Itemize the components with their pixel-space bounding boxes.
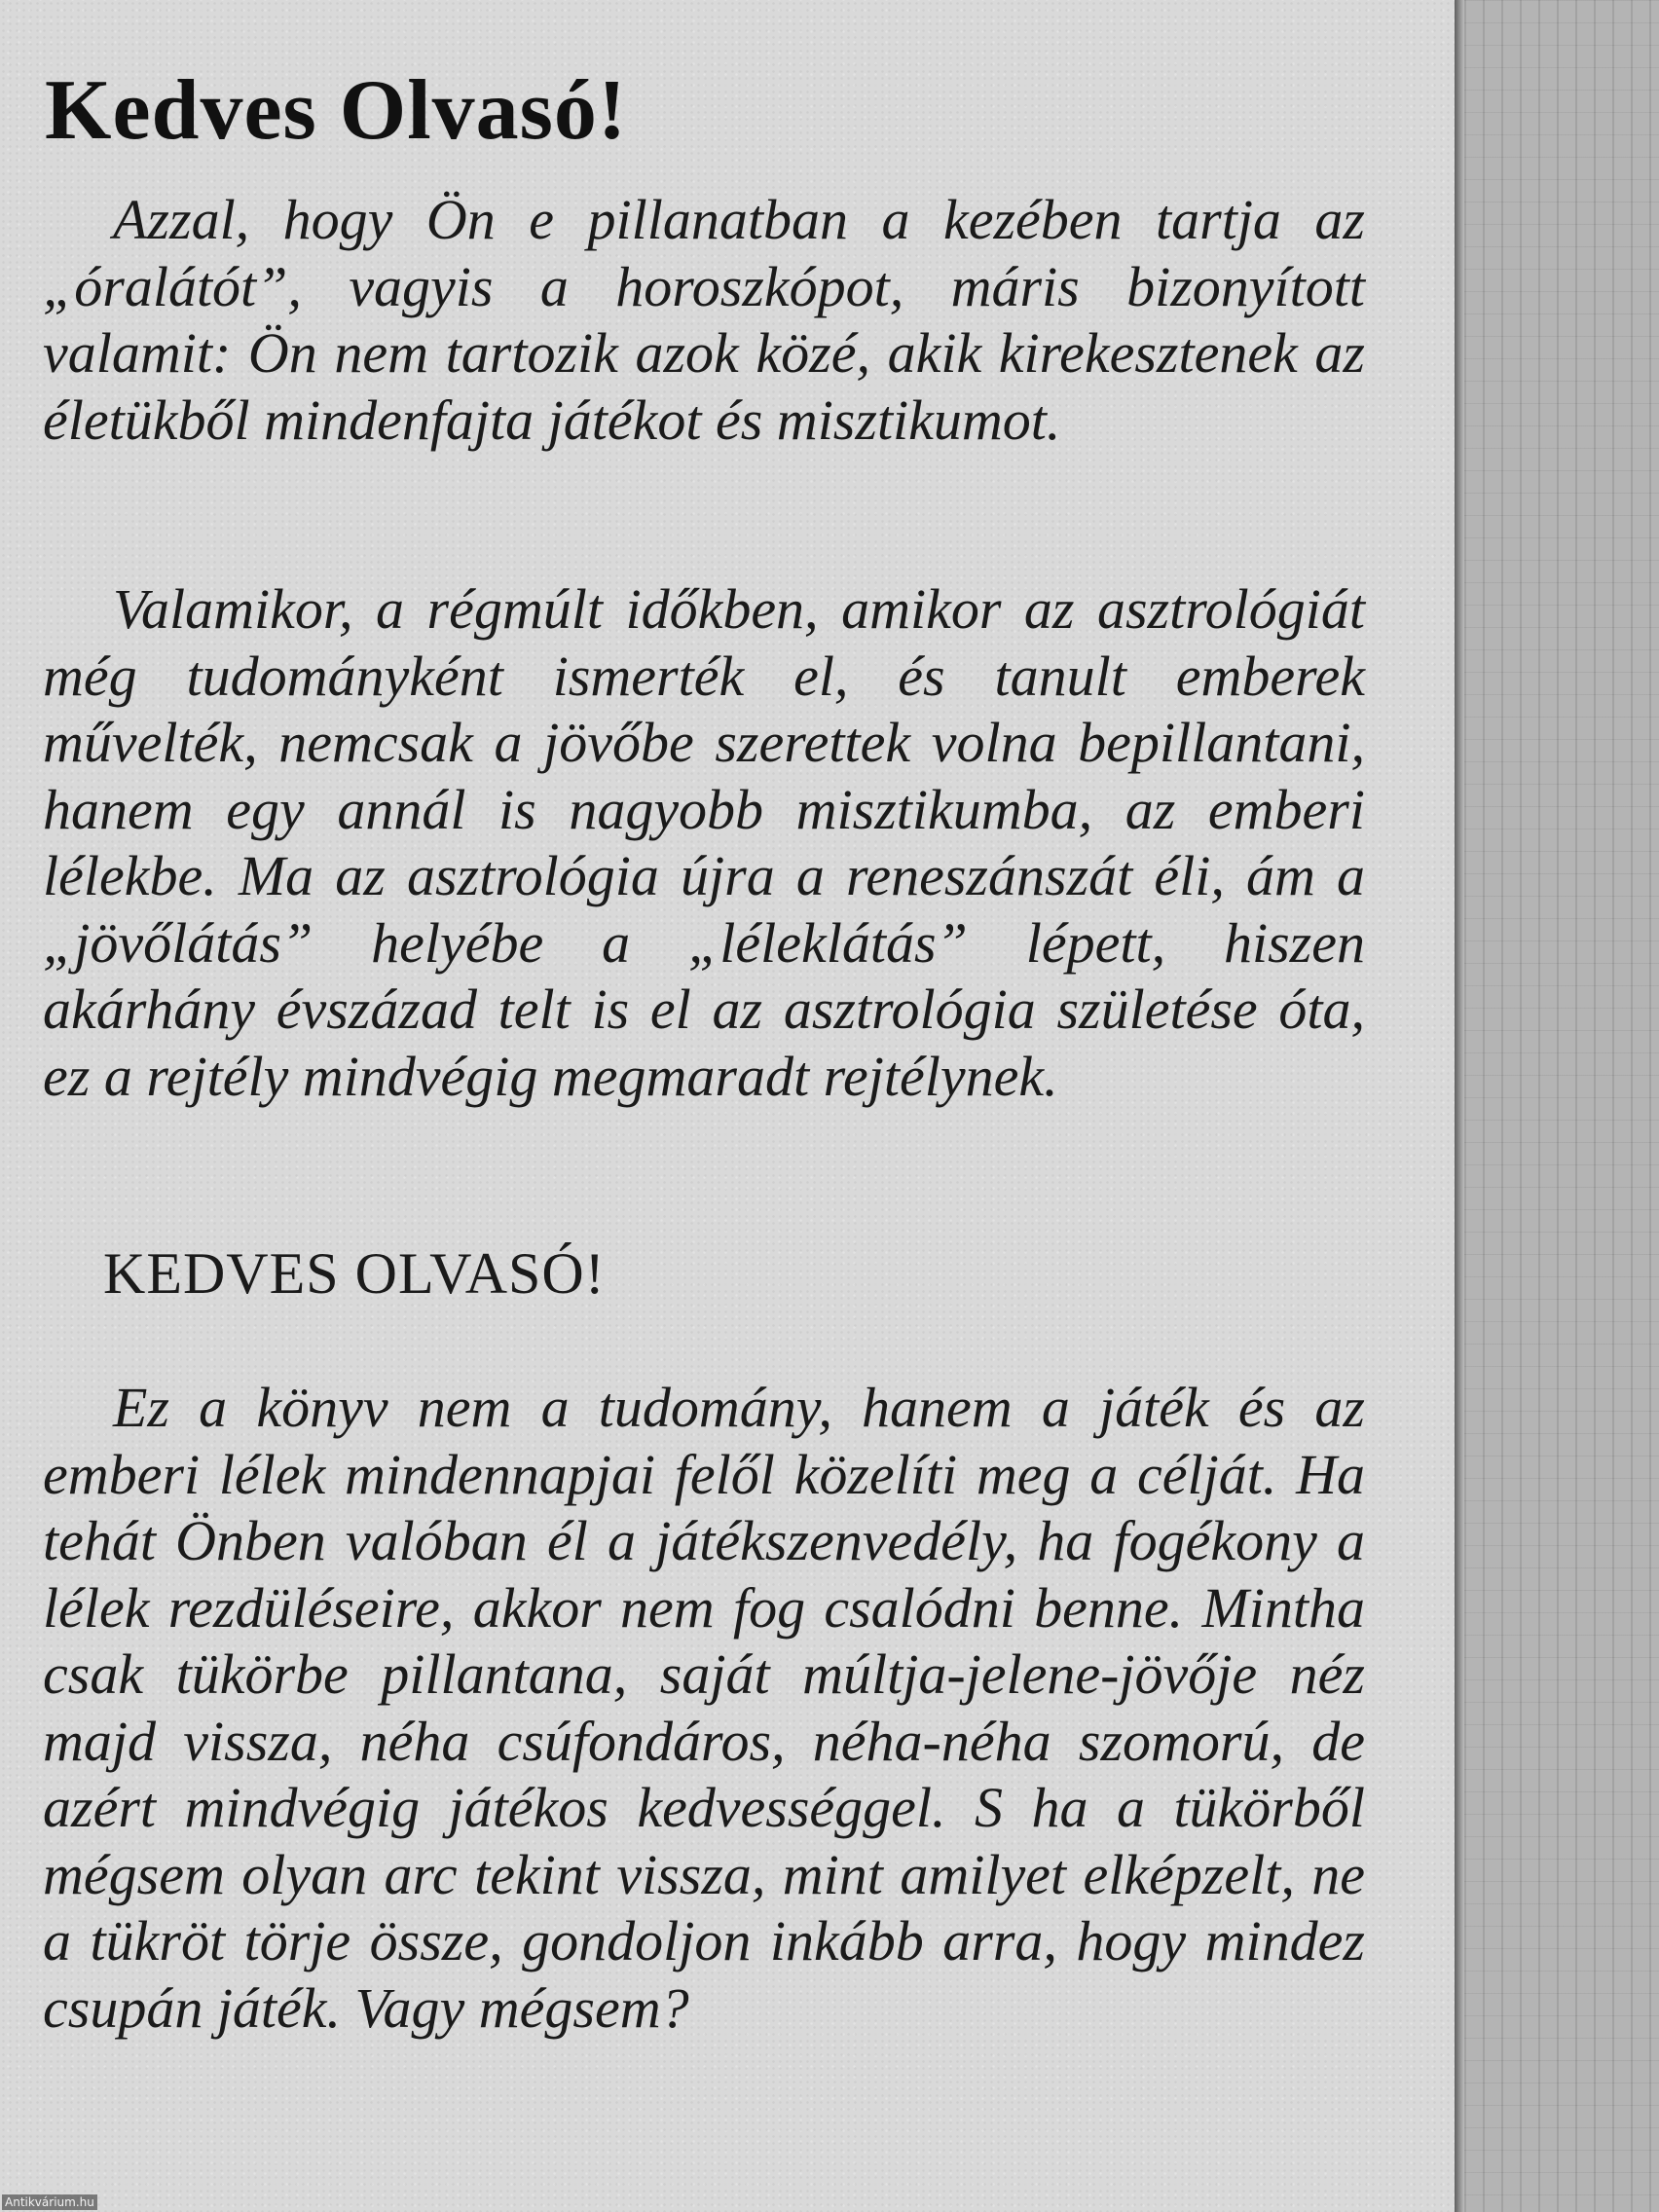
watermark: Antikvárium.hu xyxy=(2,2194,97,2210)
page-title: Kedves Olvasó! xyxy=(45,63,628,158)
section-heading: KEDVES OLVASÓ! xyxy=(103,1241,606,1306)
background-surface xyxy=(1464,0,1659,2212)
paragraph-book-purpose: Ez a könyv nem a tudomány, hanem a játék és az emberi lélek mindennapjai felől közelíti meg a célját. Ha tehát Önben valóban él a játékszenvedély, ha fogékony a lélek rezdüléseire, akkor nem fog csalódni benne. Mintha csak tükörbe pillantana, saját múltja-jelene-jövője néz majd vissza, néha csúfondáros, néha-néha szomorú, de azért mindvégig játékos kedvességgel. S ha a tükörből mégsem olyan arc tekint vissza, mint amilyet elképzelt, ne a tükröt törje össze, gondoljon inkább arra, hogy mindez csupán játék. Vagy mégsem? xyxy=(43,1376,1365,2040)
paragraph-intro: Azzal, hogy Ön e pillanatban a kezében tartja az „óralátót”, vagyis a horoszkópot, máris bizonyított valamit: Ön nem tartozik azok közé, akik kirekesztenek az életükből mindenfajta játékot és misztikumot. xyxy=(43,188,1365,452)
page-edge xyxy=(1455,0,1464,2212)
paragraph-history: Valamikor, a régmúlt időkben, amikor az asztrológiát még tudományként ismerték el, és tanult emberek művelték, nemcsak a jövőbe szerettek volna bepillantani, hanem egy annál is nagyobb misztikumba, az emberi lélekbe. Ma az asztrológia újra a reneszánszát éli, ám a „jövőlátás” helyébe a „léleklátás” lépett, hiszen akárhány évszázad telt is el az asztrológia születése óta, ez a rejtély mindvégig megmaradt rejtélynek. xyxy=(43,577,1365,1108)
